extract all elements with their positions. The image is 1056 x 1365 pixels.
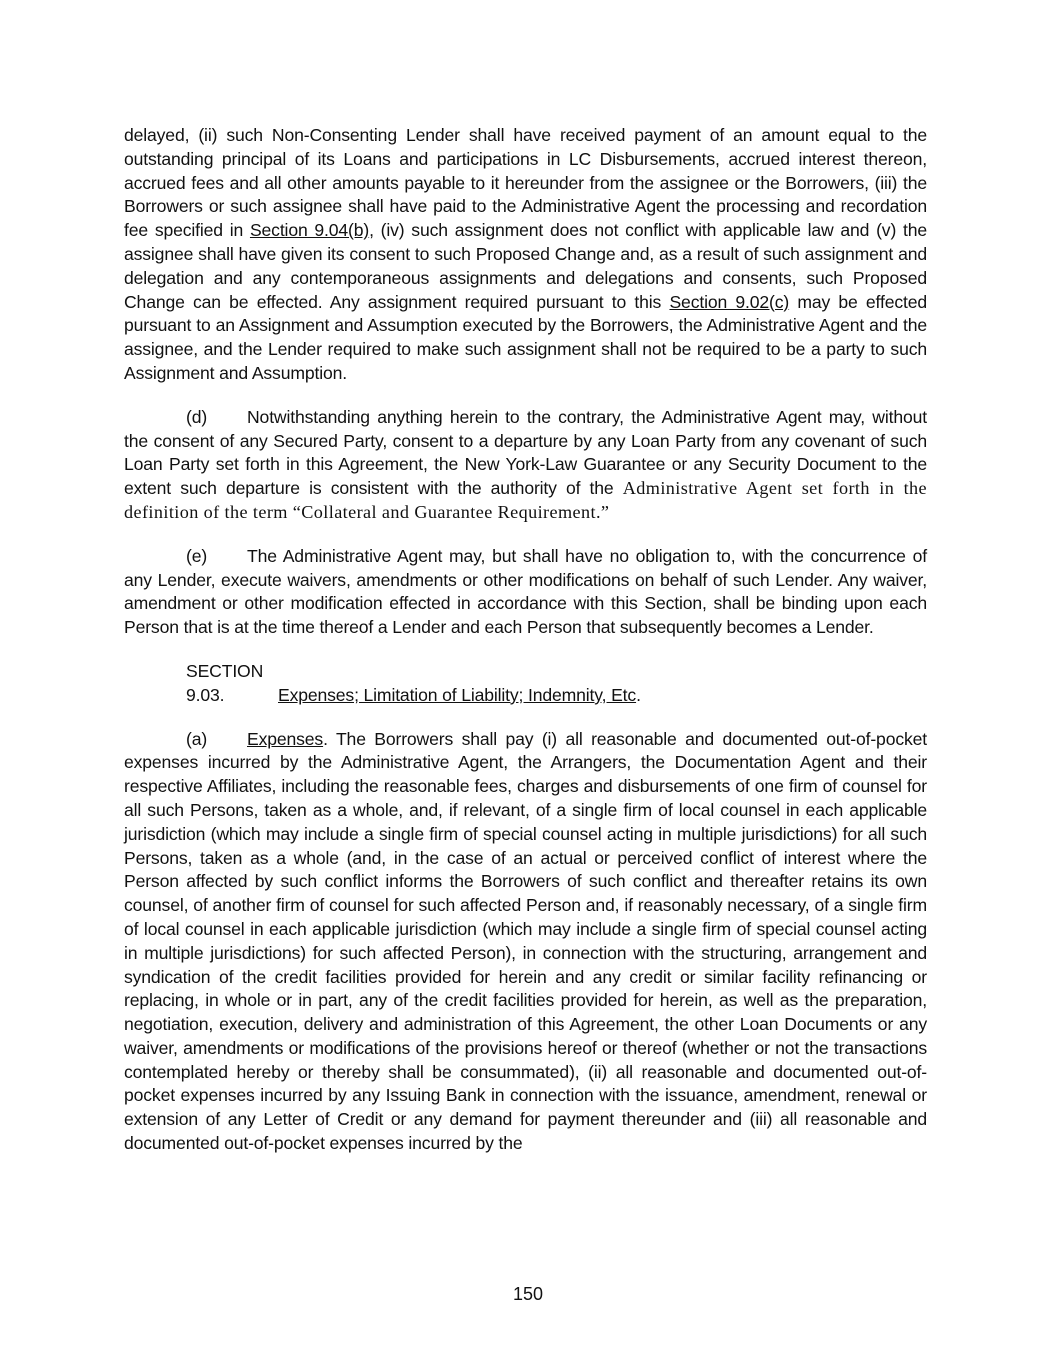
paragraph-text: , (iv) such assignment does not conflict with applicable law and (v) the assignee shall have given its consent to such Proposed Change and, as a result of such assignment and delegation and any contemporaneous assignments and delegations and consents, such Proposed Change can be effected. Any assignment required pursuant to this — [124, 220, 927, 312]
section-title: Expenses; Limitation of Liability; Indemnity, Etc — [278, 684, 637, 705]
paragraph-text: may be effected pursuant to an Assignment and Assumption executed by the Borrowers, the Administrative Agent and the assignee, and the Lender required to make such assignment shall not be required to be a party to such Assignment and Assumption. — [124, 291, 927, 383]
document-page — [124, 124, 927, 1156]
section-title-trail: . — [636, 684, 641, 705]
section-reference-link: Section 9.02(c) — [669, 291, 790, 312]
clause-label: (e) — [186, 545, 208, 566]
section-reference-link: Section 9.04(b) — [249, 220, 370, 241]
clause-label: (a) — [186, 728, 208, 749]
paragraph-c-continued — [124, 124, 927, 386]
page-number: 150 — [512, 1284, 544, 1304]
paragraph-text: delayed, (ii) such Non-Consenting Lender shall have received payment of an amount equal to the outstanding principal of its Loans and participations in LC Disbursements, accrued interest thereon, accrued fees and all other amounts payable to it hereunder from the assignee or the Borrowers, (iii) the Borrowers or such assignee shall have paid to the Administrative Agent the processing and recordation fee specified in — [124, 125, 927, 241]
paragraph-a — [124, 728, 927, 1156]
section-number: SECTION 9.03. — [186, 660, 264, 705]
paragraph-text-serif: Administrative Agent set forth in the definition of the term “Collateral and Guarantee Requirement.” — [124, 478, 927, 522]
paragraph-text: . The Borrowers shall pay (i) all reasonable and documented out-of-pocket expenses incurred by the Administrative Agent, the Arrangers, the Documentation Agent and their respective Affiliates, including the reasonable fees, charges and disbursements of one firm of counsel for all such Persons, taken as a whole, and, if relevant, of a single firm of local counsel in each applicable jurisdiction (which may include a single firm of special counsel acting in multiple jurisdictions) for all such Persons, taken as a whole (and, in the case of an actual or perceived conflict of interest where the Person affected by such conflict informs the Borrowers of such conflict and thereafter retains its own counsel, of another firm of counsel for such affected Person and, if reasonably necessary, of a single firm of local counsel in each applicable jurisdiction (which may include a single firm of special counsel acting in multiple jurisdictions) for such affected Person), in connection with the structuring, arrangement and syndication of the credit facilities provided for herein and any credit or similar facility refinancing or replacing, in whole or in part, any of the credit facilities provided for herein, as well as the preparation, negotiation, execution, delivery and administration of this Agreement, the other Loan Documents or any waiver, amendments or modifications of the provisions hereof or thereof (whether or not the transactions contemplated hereby or thereby shall be consummated), (ii) all reasonable and documented out-of-pocket expenses incurred by any Issuing Bank in connection with the issuance, amendment, renewal or extension of any Letter of Credit or any demand for payment thereunder and (iii) all reasonable and documented out-of-pocket expenses incurred by the — [124, 728, 927, 1154]
paragraph-d — [124, 406, 927, 525]
clause-caption: Expenses — [247, 728, 324, 749]
paragraph-text: Notwithstanding anything herein to the contrary, the Administrative Agent may, without the consent of any Secured Party, consent to a departure by any Loan Party from any covenant of such Loan Party set forth in this Agreement, the New York-Law Guarantee or any Security Document to the extent such departure is consistent with the authority of the — [124, 406, 927, 499]
paragraph-text: The Administrative Agent may, but shall have no obligation to, with the concurrence of any Lender, execute waivers, amendments or other modifications on behalf of such Lender. Any waiver, amendment or other modification effected in accordance with this Section, shall be binding upon each Person that is at the time thereof a Lender and each Person that subsequently becomes a Lender. — [124, 545, 927, 638]
paragraph-e — [124, 545, 927, 640]
clause-label: (d) — [186, 406, 208, 427]
section-heading — [124, 660, 927, 708]
